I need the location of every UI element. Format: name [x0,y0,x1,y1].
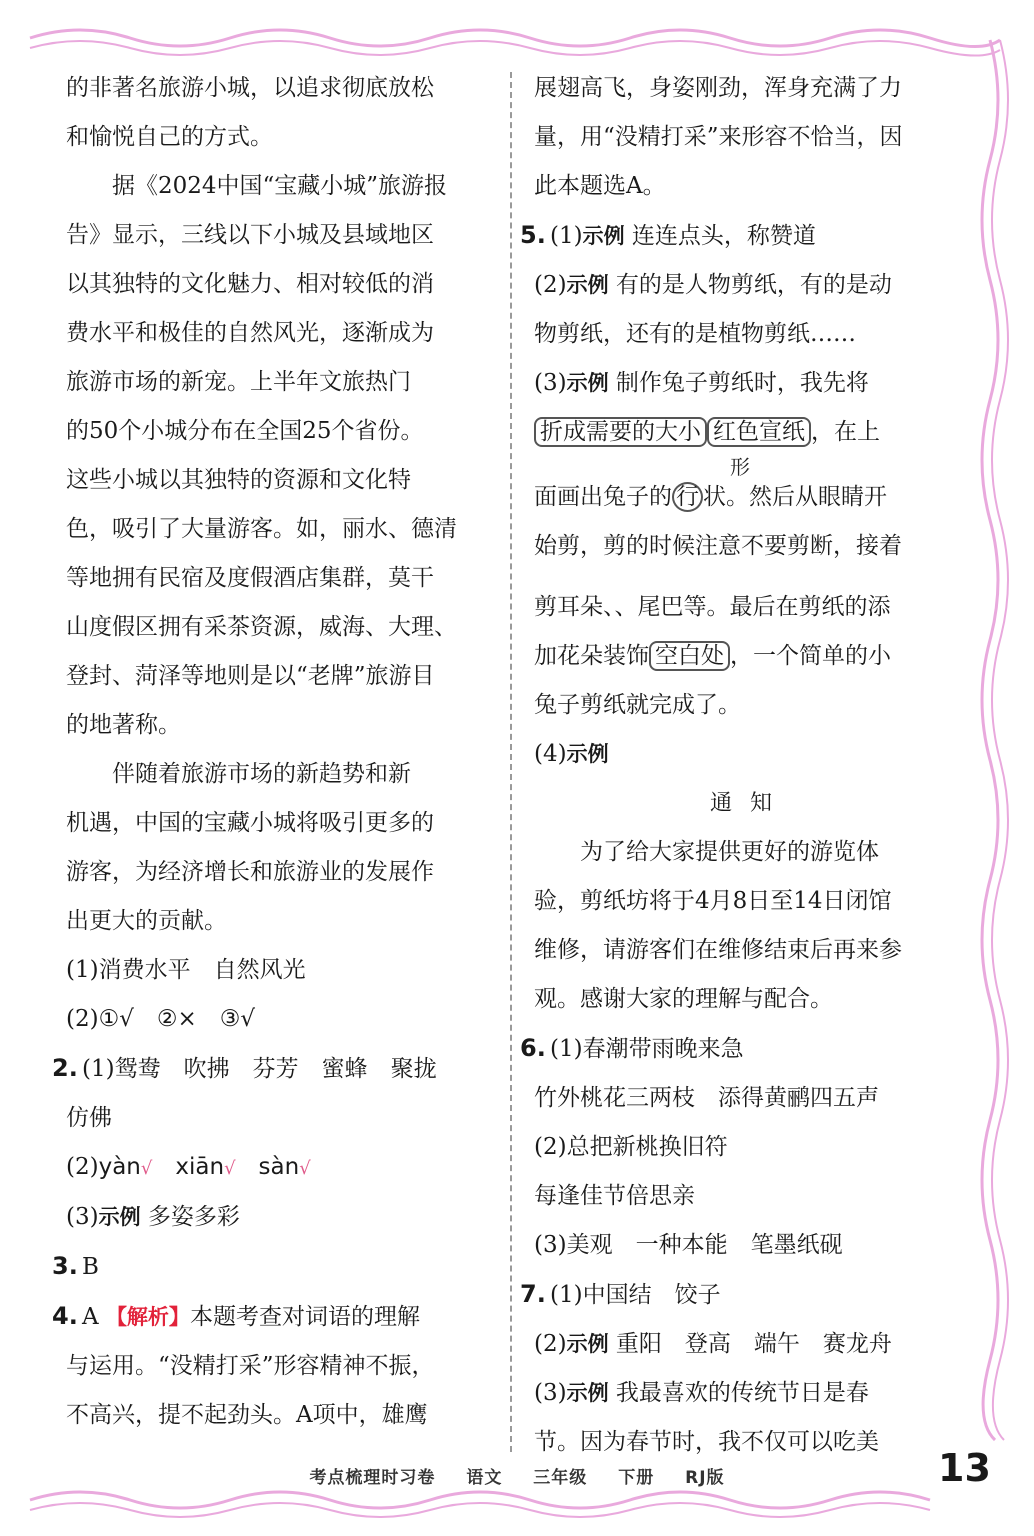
left-column [52,64,488,1440]
sub-label: (4) [534,741,567,767]
footer-book-title: 考点梳理时习卷 [309,1468,436,1488]
sub-label: (3) [534,1380,567,1406]
text-line: 和愉悦自己的方式。 [66,124,273,150]
example-tag: 示例 [566,371,609,395]
question-number: 7. [520,1280,546,1308]
answer-text: 剪耳朵、、尾巴等。最后在剪纸的 [534,594,868,620]
answer-line: 竹外桃花三两枝 添得黄鹂四五声 [534,1085,879,1111]
footer-grade: 三年级 [533,1468,588,1488]
text-line: 量，用“没精打采”来形容不恰当，因 [534,124,903,150]
answer-text: 面画出兔子的 [534,484,672,510]
example-tag: 示例 [566,742,609,766]
page-number: 13 [938,1446,991,1490]
check-mark-icon: √ [299,1158,311,1179]
text-line: 始剪，剪的时候注意不要剪断，接着 [534,533,902,559]
text-line: 山度假区拥有采茶资源，威海、大理、 [66,614,457,640]
footer-subject: 语文 [466,1468,503,1488]
question-2 [52,1044,488,1094]
text-line [534,583,966,632]
answer-line [534,1369,966,1418]
question-number: 2. [52,1054,78,1082]
text-line: 节。因为春节时，我不仅可以吃美 [534,1429,879,1455]
example-tag: 示例 [582,224,625,248]
correction-box: 空白处 [649,641,730,671]
answer-text: 重阳 登高 端午 赛龙舟 [615,1331,892,1357]
answer-text: A [82,1304,99,1330]
text-line: 旅游市场的新宠。上半年文旅热门 [66,369,411,395]
answer-text: B [82,1254,99,1280]
example-tag: 示例 [566,273,609,297]
answer-line [534,1320,966,1369]
text-line [534,408,966,457]
pinyin-yan: yàn [98,1154,141,1180]
sub-label: (3) [534,370,567,396]
answer-line: (2)总把新桃换旧符 [534,1134,728,1160]
text-line: 展翅高飞，身姿刚劲，浑身充满了力 [534,75,902,101]
example-tag: 示例 [98,1205,141,1229]
text-line: 伴随着旅游市场的新趋势和新 [112,761,411,787]
answer-text: 多姿多彩 [147,1204,240,1230]
text-line: 的50个小城分布在全国25个省份。 [66,418,424,444]
question-number: 4. [52,1302,78,1330]
answer-line [534,730,966,779]
footer-edition: RJ版 [685,1468,725,1488]
answer-line [66,1193,488,1242]
question-number: 3. [52,1252,78,1280]
question-3 [52,1242,488,1292]
pinyin-san: sàn [258,1154,300,1180]
example-tag: 示例 [566,1381,609,1405]
sub-label: (1) [550,223,583,249]
answer-line [534,261,966,310]
text-line [534,455,966,522]
text-line: 的地著称。 [66,712,181,738]
question-5 [520,211,966,261]
text-line: 物剪纸，还有的是植物剪纸…… [534,321,856,347]
text-line: 的非著名旅游小城，以追求彻底放松 [66,75,434,101]
answer-line: (1)消费水平 自然风光 [66,957,306,983]
text-line: 游客，为经济增长和旅游业的发展作 [66,859,434,885]
footer-term: 下册 [618,1468,655,1488]
pinyin-xian: xiān [175,1154,225,1180]
text-line: 不高兴，提不起劲头。A项中，雄鹰 [66,1402,428,1428]
question-6 [520,1024,966,1074]
text-line: 兔子剪纸就完成了。 [534,692,741,718]
text-line: 色，吸引了大量游客。如，丽水、德清 [66,516,457,542]
check-mark-icon: √ [140,1158,153,1179]
text-line: 观。感谢大家的理解与配合。 [534,986,833,1012]
question-7 [520,1270,966,1320]
correction-box: 折成需要的大小 [534,417,707,447]
sub-label: (2) [534,272,567,298]
answer-line: (3)美观 一种本能 笔墨纸砚 [534,1232,843,1258]
column-divider [510,72,512,1452]
correction-annotation: 形 [730,455,750,479]
text-line: 此本题选A。 [534,173,666,199]
text-line: 以其独特的文化魅力、相对较低的消 [66,271,434,297]
answer-text: 我最喜欢的传统节日是春 [615,1380,869,1406]
answer-text: 添 [867,594,891,620]
right-column [520,64,966,1467]
text-line: 维修，请游客们在维修结束后再来参 [534,937,902,963]
text-line: 这些小城以其独特的资源和文化特 [66,467,411,493]
text-line: 机遇，中国的宝藏小城将吸引更多的 [66,810,434,836]
answer-text: 加花朵装饰 [534,643,649,669]
text-line: 为了给大家提供更好的游览体 [580,839,879,865]
notice-title: 通知 [709,791,790,816]
question-4 [52,1292,488,1342]
question-number: 5. [520,221,546,249]
text-line: 等地拥有民宿及度假酒店集群，莫干 [66,565,434,591]
sub-label: (3) [66,1204,99,1230]
answer-text: ，在上 [811,419,880,445]
correction-circle: 行 [672,482,703,512]
answer-line: (2)①√ ②× ③√ [66,1006,256,1032]
text-line: 登封、菏泽等地则是以“老牌”旅游目 [66,663,435,689]
correction-box: 红色宣纸 [707,417,811,447]
text-line: 验，剪纸坊将于4月8日至14日闭馆 [534,888,892,914]
text-line: 出更大的贡献。 [66,908,227,934]
question-number: 6. [520,1034,546,1062]
answer-text: 连连点头，称赞道 [631,223,816,249]
answer-text: 本题考查对词语的理解 [189,1304,420,1330]
example-tag: 示例 [566,1332,609,1356]
answer-text: 制作兔子剪纸时，我先将 [615,370,869,396]
pinyin-line [66,1143,488,1193]
answer-text: 状。然后从眼睛开 [703,484,887,510]
answer-text: 有的是人物剪纸，有的是动 [615,272,892,298]
sub-label: (2) [534,1331,567,1357]
text-line [534,632,966,681]
text-line: 据《2024中国“宝藏小城”旅游报 [112,173,448,199]
answer-text: (1)鸳鸯 吹拂 芬芳 蜜蜂 聚拢 [82,1056,437,1082]
answer-line: 每逢佳节倍思亲 [534,1183,695,1209]
answer-line: 仿佛 [66,1105,112,1131]
answer-line [534,359,966,408]
text-line: 与运用。“没精打采”形容精神不振， [66,1353,435,1379]
page-footer [0,1463,1034,1488]
text-line: 费水平和极佳的自然风光，逐渐成为 [66,320,434,346]
check-mark-icon: √ [224,1158,236,1179]
text-line: 告》显示，三线以下小城及县域地区 [66,222,434,248]
answer-text: ，一个简单的小 [730,643,891,669]
answer-text: (1)中国结 饺子 [550,1282,721,1308]
answer-text: (1)春潮带雨晚来急 [550,1036,744,1062]
analysis-tag: 【解析】 [105,1305,190,1329]
sub-label: (2) [66,1154,99,1180]
